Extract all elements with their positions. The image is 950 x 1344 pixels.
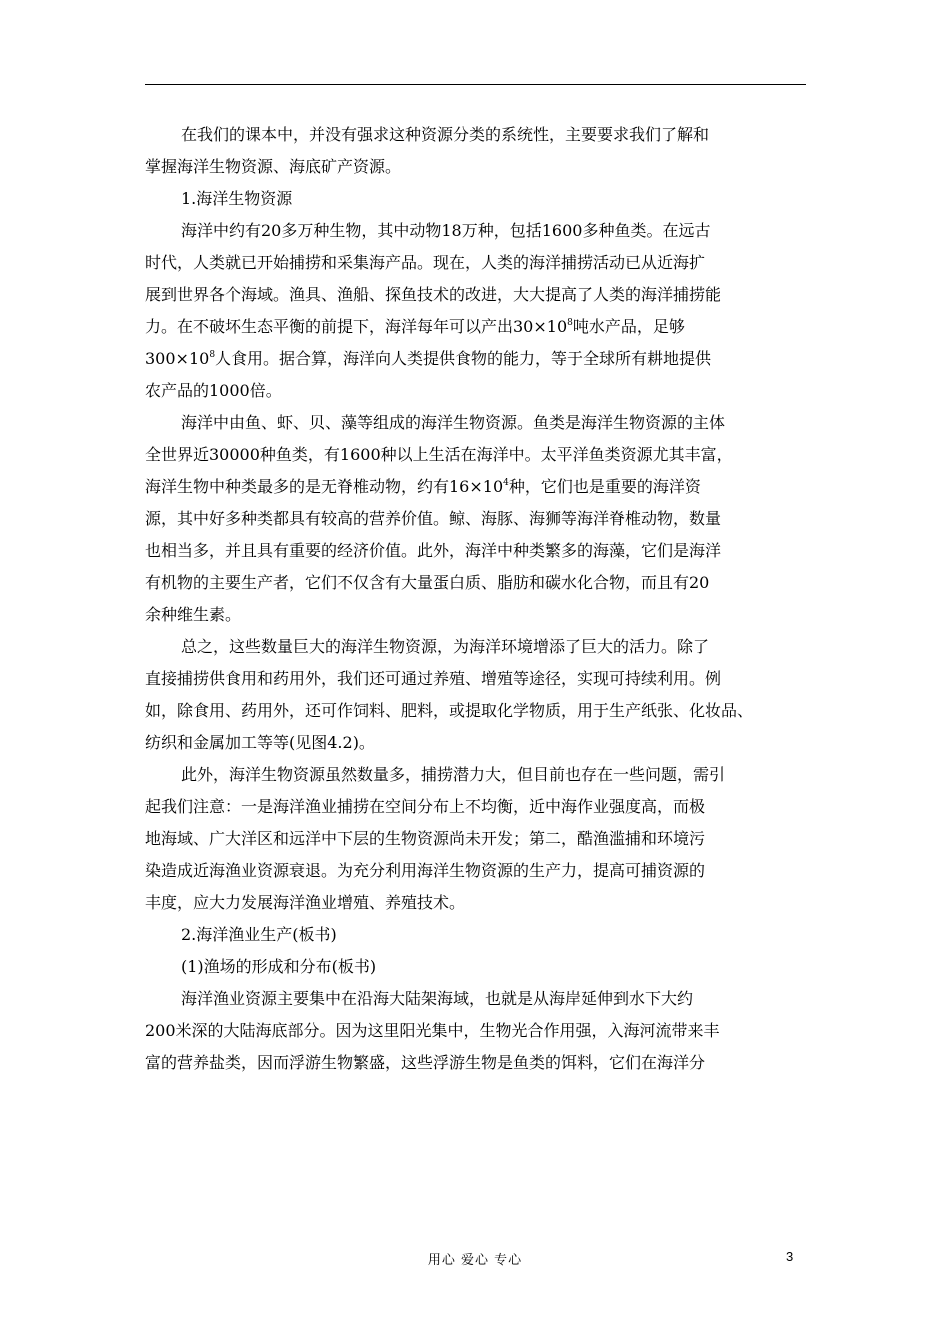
text-line: 纺织和金属加工等等(见图4.2)。 xyxy=(145,733,375,752)
text-line: 有机物的主要生产者，它们不仅含有大量蛋白质、脂肪和碳水化合物，而且有20 xyxy=(145,573,710,592)
document-body xyxy=(145,119,806,1079)
text-line: 掌握海洋生物资源、海底矿产资源。 xyxy=(145,157,402,176)
header-rule xyxy=(145,84,806,85)
text-line: 展到世界各个海域。渔具、渔船、探鱼技术的改进，大大提高了人类的海洋捕捞能 xyxy=(145,285,722,304)
text-line: 农产品的1000倍。 xyxy=(145,381,282,400)
text-line: 直接捕捞供食用和药用外，我们还可通过养殖、增殖等途径，实现可持续利用。例 xyxy=(145,669,722,688)
text-line: 如，除食用、药用外，还可作饲料、肥料，或提取化学物质，用于生产纸张、化妆品、 xyxy=(145,701,754,720)
text-line: 此外，海洋生物资源虽然数量多，捕捞潜力大，但目前也存在一些问题，需引 xyxy=(181,765,726,784)
text-line: 200米深的大陆海底部分。因为这里阳光集中，生物光合作用强，入海河流带来丰 xyxy=(145,1021,720,1040)
text-line: 海洋生物中种类最多的是无脊椎动物，约有$16\times 10^4$种，它们也是重要的海洋资 xyxy=(145,477,701,496)
text-line: $300\times 10^8$人食用。据合算，海洋向人类提供食物的能力，等于全球所有耕地提供 xyxy=(145,349,712,368)
text-line: 起我们注意：一是海洋渔业捕捞在空间分布上不均衡，近中海作业强度高，而极 xyxy=(145,797,706,816)
footer-motto: 用心 爱心 专心 xyxy=(427,1253,523,1268)
text-line: 力。在不破坏生态平衡的前提下，海洋每年可以产出$30\times 10^8$吨水产品，足够 xyxy=(145,317,685,336)
text-line: 2.海洋渔业生产(板书) xyxy=(181,925,337,944)
text-line: 源，其中好多种类都具有较高的营养价值。鲸、海豚、海狮等海洋脊椎动物，数量 xyxy=(145,509,722,528)
text-line: 染造成近海渔业资源衰退。为充分利用海洋生物资源的生产力，提高可捕资源的 xyxy=(145,861,706,880)
text-line: 余种维生素。 xyxy=(145,605,242,624)
text-line: 丰度，应大力发展海洋渔业增殖、养殖技术。 xyxy=(145,893,466,912)
text-line: 海洋中由鱼、虾、贝、藻等组成的海洋生物资源。鱼类是海洋生物资源的主体 xyxy=(181,413,726,432)
text-line: 海洋中约有20多万种生物，其中动物18万种，包括1600多种鱼类。在远古 xyxy=(181,221,711,240)
text-line: 时代，人类就已开始捕捞和采集海产品。现在，人类的海洋捕捞活动已从近海扩 xyxy=(145,253,706,272)
text-line: 1.海洋生物资源 xyxy=(181,189,293,208)
page-number: 3 xyxy=(786,1249,794,1264)
text-line: 总之，这些数量巨大的海洋生物资源，为海洋环境增添了巨大的活力。除了 xyxy=(181,637,710,656)
text-line: 全世界近30000种鱼类，有1600种以上生活在海洋中。太平洋鱼类资源尤其丰富， xyxy=(145,445,733,464)
text-line: 富的营养盐类，因而浮游生物繁盛，这些浮游生物是鱼类的饵料，它们在海洋分 xyxy=(145,1053,706,1072)
text-line: 在我们的课本中，并没有强求这种资源分类的系统性，主要要求我们了解和 xyxy=(181,125,710,144)
text-line: (1)渔场的形成和分布(板书) xyxy=(181,957,377,976)
text-line: 海洋渔业资源主要集中在沿海大陆架海域，也就是从海岸延伸到水下大约 xyxy=(181,989,694,1008)
text-line: 地海域、广大洋区和远洋中下层的生物资源尚未开发；第二，酷渔滥捕和环境污 xyxy=(145,829,706,848)
text-line: 也相当多，并且具有重要的经济价值。此外，海洋中种类繁多的海藻，它们是海洋 xyxy=(145,541,722,560)
